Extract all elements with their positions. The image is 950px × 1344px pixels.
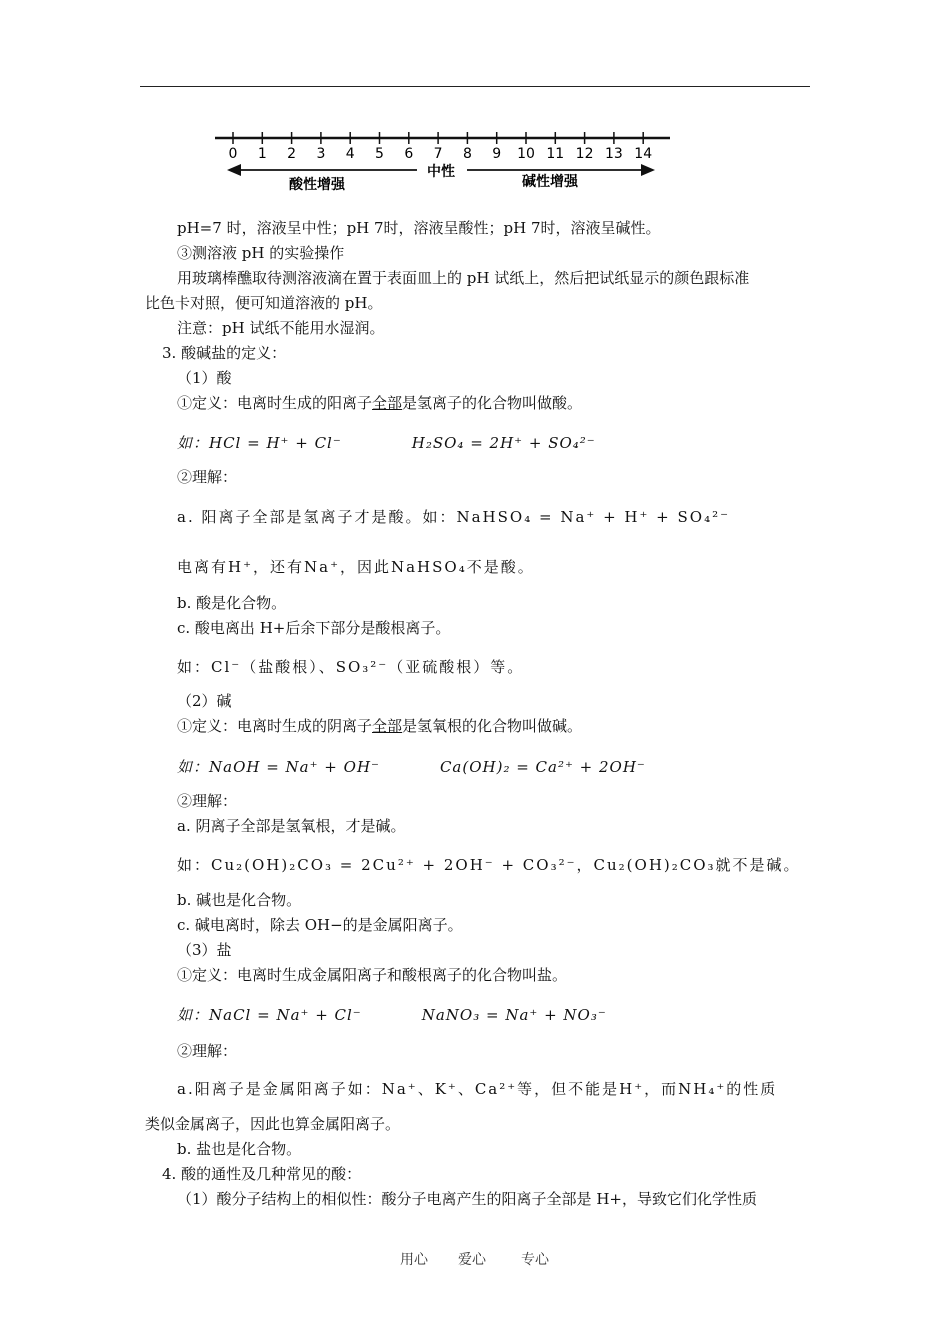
text-line: a. 阴离子全部是氢氧根，才是碱。: [177, 817, 406, 835]
equation: 如：NaOH = Na⁺ + OH⁻: [177, 758, 380, 776]
equation: 如：HCl = H⁺ + Cl⁻: [177, 434, 342, 452]
scale-number: 1: [257, 146, 267, 162]
scale-number: 3: [316, 146, 326, 162]
text-line: 电离有H⁺，还有Na⁺，因此NaHSO₄不是酸。: [177, 558, 535, 576]
neutral-label: 中性: [427, 164, 455, 180]
underlined-text: 全部: [372, 394, 403, 412]
text-line: b. 酸是化合物。: [177, 594, 287, 612]
text-line: b. 盐也是化合物。: [177, 1140, 302, 1158]
equation: NaNO₃ = Na⁺ + NO₃⁻: [421, 1006, 607, 1024]
scale-number: 0: [228, 146, 238, 162]
text-span: ①定义：电离时生成的阴离子: [177, 717, 373, 735]
text-line: 比色卡对照，便可知道溶液的 pH。: [145, 294, 383, 312]
scale-number: 13: [604, 146, 623, 162]
text-line: pH=7 时，溶液呈中性；pH 7时，溶液呈酸性；pH 7时，溶液呈碱性。: [177, 219, 661, 237]
scale-number: 2: [287, 146, 297, 162]
scale-number: 4: [345, 146, 355, 162]
footer-word: 专心: [521, 1252, 549, 1268]
text-line: c. 碱电离时，除去 OH−的是金属阳离子。: [177, 916, 463, 934]
scale-number: 11: [546, 146, 565, 162]
subsection-heading: （2）碱: [177, 692, 232, 710]
header-rule: [140, 86, 810, 87]
scale-number: 14: [634, 146, 653, 162]
text-line: 类似金属离子，因此也算金属阳离子。: [145, 1115, 401, 1133]
text-line: ②理解：: [177, 468, 238, 486]
text-line: b. 碱也是化合物。: [177, 891, 302, 909]
text-span: 是氢氧根的化合物叫做碱。: [402, 717, 583, 735]
text-line: 如：Cu₂(OH)₂CO₃ = 2Cu²⁺ + 2OH⁻ + CO₃²⁻，Cu₂(OH)₂CO₃就不是碱。: [177, 856, 801, 874]
text-span: 是氢离子的化合物叫做酸。: [402, 394, 583, 412]
definition-line: [177, 392, 582, 414]
text-line: a. 阳离子全部是氢离子才是酸。如：NaHSO₄ = Na⁺ + H⁺ + SO₄²⁻: [177, 508, 731, 526]
acid-arrow-head: [227, 164, 241, 176]
footer-word: 用心: [400, 1252, 428, 1268]
ph-scale-svg: [205, 126, 685, 196]
scale-number: 9: [492, 146, 502, 162]
text-line: 注意：pH 试纸不能用水湿润。: [177, 319, 385, 337]
equation: Ca(OH)₂ = Ca²⁺ + 2OH⁻: [439, 758, 646, 776]
underlined-text: 全部: [372, 717, 403, 735]
equation-line: [177, 756, 646, 778]
text-line: ③测溶液 pH 的实验操作: [177, 244, 345, 262]
scale-number: 5: [375, 146, 384, 162]
text-line: ②理解：: [177, 1042, 238, 1060]
text-line: 如：Cl⁻（盐酸根）、SO₃²⁻（亚硫酸根）等。: [177, 658, 525, 676]
definition-line: ①定义：电离时生成金属阳离子和酸根离子的化合物叫盐。: [177, 966, 568, 984]
subsection-heading: （3）盐: [177, 941, 232, 959]
scale-number: 6: [404, 146, 414, 162]
base-arrow-head: [641, 164, 655, 176]
scale-number: 12: [575, 146, 594, 162]
definition-line: [177, 715, 582, 737]
footer-word: 爱心: [458, 1252, 486, 1268]
equation-line: [177, 1004, 607, 1026]
scale-number: 7: [433, 146, 443, 162]
text-line: （1）酸分子结构上的相似性：酸分子电离产生的阳离子全部是 H+，导致它们化学性质: [177, 1190, 757, 1208]
base-label: 碱性增强: [522, 174, 578, 190]
equation-line: [177, 432, 596, 454]
subsection-heading: （1）酸: [177, 369, 232, 387]
text-line: ②理解：: [177, 792, 238, 810]
scale-numbers: [229, 146, 653, 162]
equation: H₂SO₄ = 2H⁺ + SO₄²⁻: [411, 434, 596, 452]
acid-label: 酸性增强: [289, 177, 345, 193]
text-span: ①定义：电离时生成的阳离子: [177, 394, 373, 412]
equation: 如：NaCl = Na⁺ + Cl⁻: [177, 1006, 362, 1024]
text-line: c. 酸电离出 H+后余下部分是酸根离子。: [177, 619, 451, 637]
ph-scale-figure: [205, 126, 685, 196]
scale-number: 10: [517, 146, 535, 162]
section-heading: 3. 酸碱盐的定义：: [162, 344, 287, 362]
text-line: 用玻璃棒醮取待测溶液滴在置于表面皿上的 pH 试纸上，然后把试纸显示的颜色跟标准: [177, 269, 750, 287]
section-heading: 4. 酸的通性及几种常见的酸：: [162, 1165, 362, 1183]
scale-number: 8: [462, 146, 472, 162]
text-line: a.阳离子是金属阳离子如：Na⁺、K⁺、Ca²⁺等，但不能是H⁺，而NH₄⁺的性质: [177, 1080, 778, 1098]
